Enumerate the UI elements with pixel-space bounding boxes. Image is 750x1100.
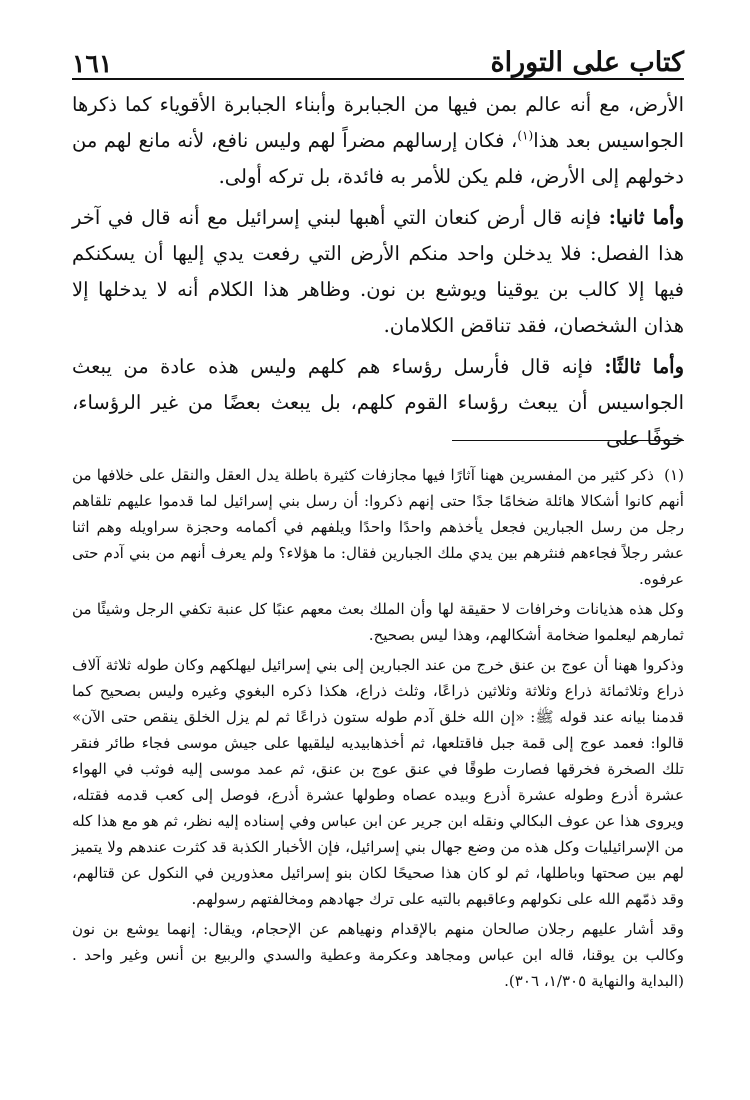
footnote-paragraph-1-text: ذكر كثير من المفسرين ههنا آثارًا فيها مجازفات كثيرة باطلة يدل العقل والنقل على خلافها من أنهم كانوا أشكالا هائلة ضخامًا جدًا حتى إنهم ذكروا: أن رسل بني إسرائيل لما قدموا عليهم تلقاهم رجل من رسل الجبارين فجعل يأخذهم واحدًا واحدًا ويلفهم في أكمامه وحجزة سراويله وهم اثنا عشر رجلاً فجاءهم فنثرهم بين يدي ملك الجبارين فقال: ما هؤلاء؟ ولم يعرف أنهم من بني آدم حتى عرفوه. (72, 466, 684, 588)
footnote-paragraph-4: وقد أشار عليهم رجلان صالحان منهم بالإقدام ونهياهم عن الإحجام، ويقال: إنهما يوشع بن نون وكالب بن يوقنا، قاله ابن عباس ومجاهد وعكرمة وعطية والسدي والربيع بن أنس وغير واحد . (البداية والنهاية ١/٣٠٥، ٣٠٦). (72, 920, 684, 990)
running-header (72, 38, 684, 80)
main-text (72, 87, 684, 462)
footnote-marker: (١) (664, 466, 684, 484)
main-paragraph-1 (72, 87, 684, 195)
footnote-paragraph-1 (72, 462, 684, 592)
paragraph-2-lead: وأما ثانيا: (608, 206, 684, 229)
page-number: ١٦١ (72, 49, 113, 78)
paragraph-2-text: فإنه قال أرض كنعان التي أهبها لبني إسرائيل مع أنه قال في آخر هذا الفصل: فلا يدخلن واحد منكم الأرض التي رفعت يدي إليها أن يسكنكم فيها إلا كالب بن يوقينا ويوشع بن نون. وظاهر هذا الكلام أنه لا يدخلها إلا هذان الشخصان، فقد تناقض الكلامان. (72, 206, 684, 337)
main-paragraph-2 (72, 200, 684, 344)
book-page (72, 38, 684, 1073)
paragraph-1-text-before-note: الأرض، مع أنه عالم بمن فيها من الجبابرة وأبناء الجبابرة الأقوياء كما ذكرها الجواسيس بعد هذا (72, 93, 684, 152)
footnotes (72, 462, 684, 998)
paragraph-3-lead: وأما ثالثًا: (604, 355, 685, 378)
footnote-reference-marker[interactable]: (١) (517, 128, 534, 143)
footnote-paragraph-2: وكل هذه هذيانات وخرافات لا حقيقة لها وأن الملك بعث معهم عنبًا كل عنبة تكفي الرجل وشيئًا من ثمارهم ليعلموا ضخامة أشكالهم، وهذا ليس بصحيح. (72, 600, 684, 644)
footnote-paragraph-3: وذكروا ههنا أن عوج بن عنق خرج من عند الجبارين إلى بني إسرائيل ليهلكهم وكان طوله ثلاثة آلاف ذراع وثلاثمائة ذراع وثلاثة وثلاثين ذراعًا، وثلث ذراع، هكذا ذكره البغوي وغيره وليس بصحيح كما قدمنا بيانه عند قوله ﷺ: «إن الله خلق آدم طوله ستون ذراعًا ثم لم يزل الخلق ينقص حتى الآن» قالوا: فعمد عوج إلى قمة جبل فاقتلعها، ثم أخذهابيديه ليلقيها على جيش موسى فجاء طائر فنقر تلك الصخرة فخرقها فصارت طوقًا في عنق عوج بن عنق، ثم عمد موسى إليه فوثب في الهواء عشرة أذرع وطوله عشرة أذرع وبيده عصاه وطولها عشرة أذرع، فوصل إلى كعب قدمه فقتله، ويروى هذا عن عوف البكالي ونقله ابن جرير عن ابن عباس وفي إسناده إليه نظر، ثم هو مع هذا كله من الإسرائيليات وكل هذه من وضع جهال بني إسرائيل، فإن الأخبار الكذبة قد كثرت عندهم ولا يتميز لهم بين صحتها وباطلها، ثم لو كان هذا صحيحًا لكان بنو إسرائيل معذورين في النكول عن قتالهم، وقد ذمّهم الله على نكولهم وعاقبهم بالتيه على ترك جهادهم ومخالفتهم رسولهم. (72, 656, 684, 908)
paragraph-3-text: فإنه قال فأرسل رؤساء هم كلهم وليس هذه عادة من يبعث الجواسيس أن يبعث رؤساء القوم كلهم، بل يبعث بعضًا من غير الرؤساء، خوفًا على (72, 355, 684, 450)
paragraph-1-text-after-note: ، فكان إرسالهم مضراً لهم وليس نافع، لأنه مانع لهم من دخولهم إلى الأرض، فلم يكن للأمر به فائدة، بل تركه أولى. (72, 129, 684, 188)
footnote-separator (452, 440, 684, 441)
header-title: كتاب على التوراة (490, 47, 684, 78)
